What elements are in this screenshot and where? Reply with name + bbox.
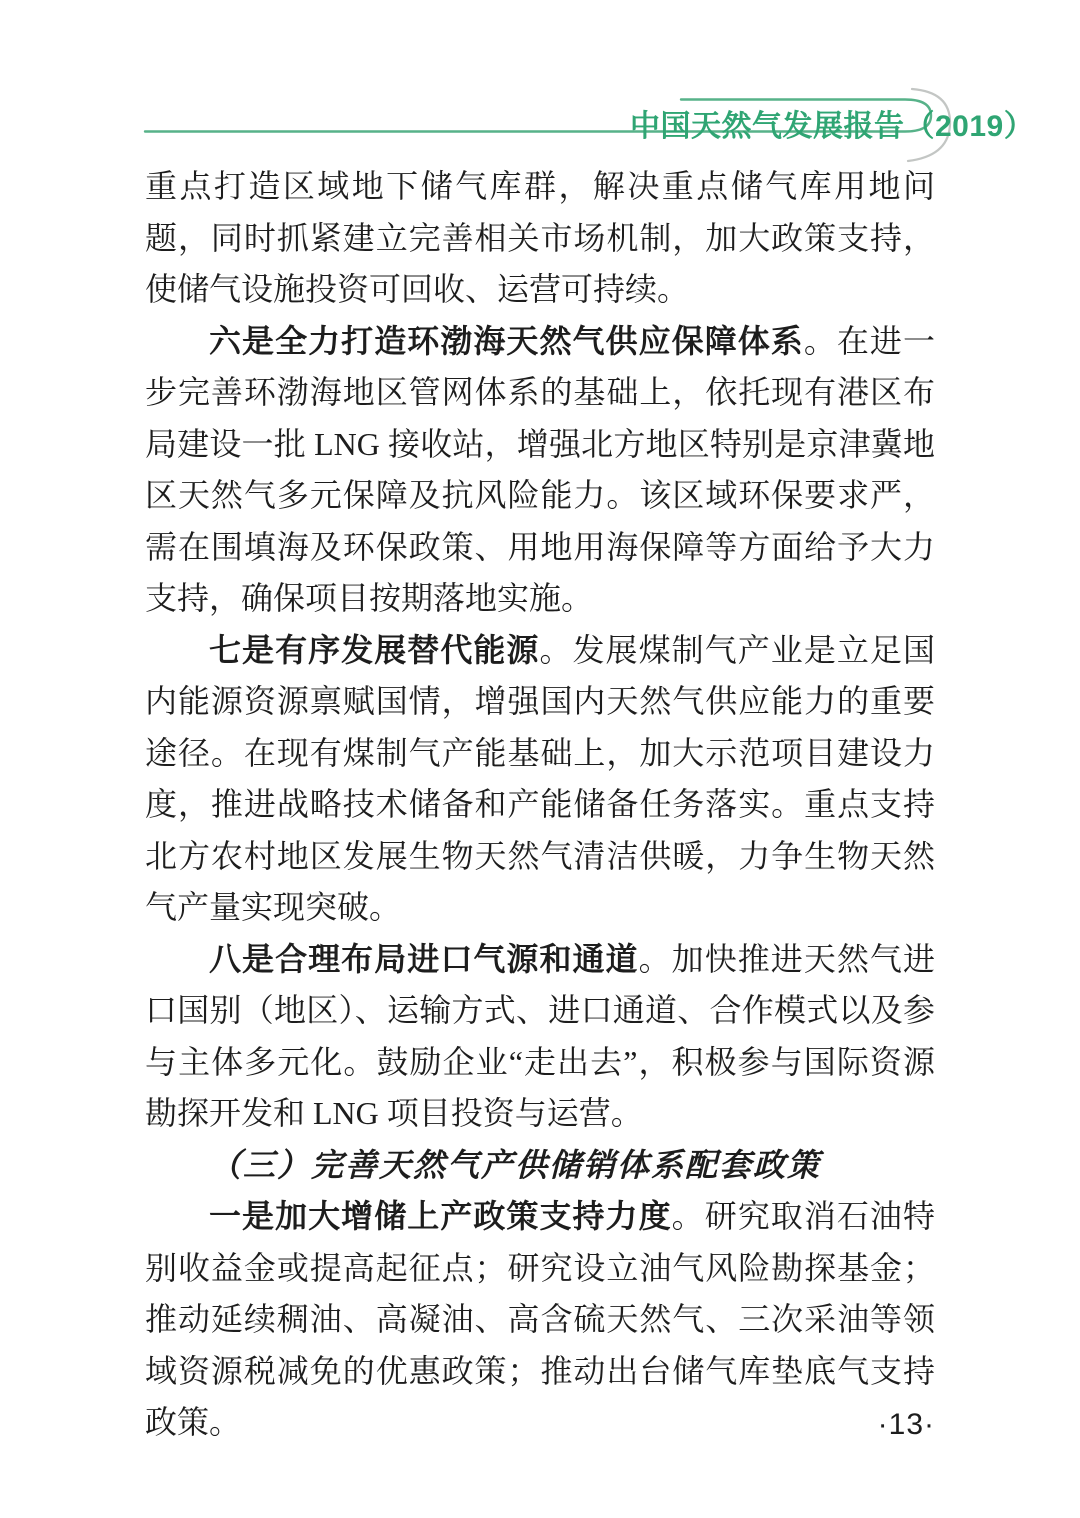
page-body [145,161,935,1449]
paragraph-lead: 六是全力打造环渤海天然气供应保障体系 [209,322,804,359]
paragraph-text: 。研究取消石油特别收益金或提高起征点；研究设立油气风险勘探基金；推动延续稠油、高凝油、高含硫天然气、三次采油等领域资源税减免的优惠政策；推动出台储气库垫底气支持政策。 [145,1198,935,1440]
paragraph [145,934,935,1140]
paragraph [145,161,935,316]
paragraph [145,625,935,934]
page-number: ·13· [877,1408,935,1441]
paragraph-text: 。加快推进天然气进口国别（地区）、运输方式、进口通道、合作模式以及参与主体多元化。鼓励企业“走出去”，积极参与国际资源勘探开发和 LNG 项目投资与运营。 [145,940,935,1131]
paragraph-lead: 七是有序发展替代能源 [209,631,540,668]
report-title: 中国天然气发展报告（2019） [630,110,1035,143]
paragraph-lead: 八是合理布局进口气源和通道 [209,940,639,977]
paragraph-text: 。发展煤制气产业是立足国内能源资源禀赋国情，增强国内天然气供应能力的重要途径。在现有煤制气产能基础上，加大示范项目建设力度，推进战略技术储备和产能储备任务落实。重点支持北方农村地区发展生物天然气清洁供暖，力争生物天然气产量实现突破。 [145,631,935,925]
paragraph-text: 重点打造区域地下储气库群，解决重点储气库用地问题，同时抓紧建立完善相关市场机制，加大政策支持，使储气设施投资可回收、运营可持续。 [145,168,935,307]
paragraph-lead: 一是加大增储上产政策支持力度 [209,1198,672,1234]
paragraph [145,1191,935,1449]
paragraph-text: 。在进一步完善环渤海地区管网体系的基础上，依托现有港区布局建设一批 LNG 接收站，增强北方地区特别是京津冀地区天然气多元保障及抗风险能力。该区域环保要求严，需在围填海及环保政策、用地用海保障等方面给予大力支持，确保项目按期落地实施。 [145,322,935,616]
header-rule-decoration [0,0,1080,180]
section-heading: （三）完善天然气产供储销体系配套政策 [209,1146,822,1183]
paragraph [145,316,935,625]
